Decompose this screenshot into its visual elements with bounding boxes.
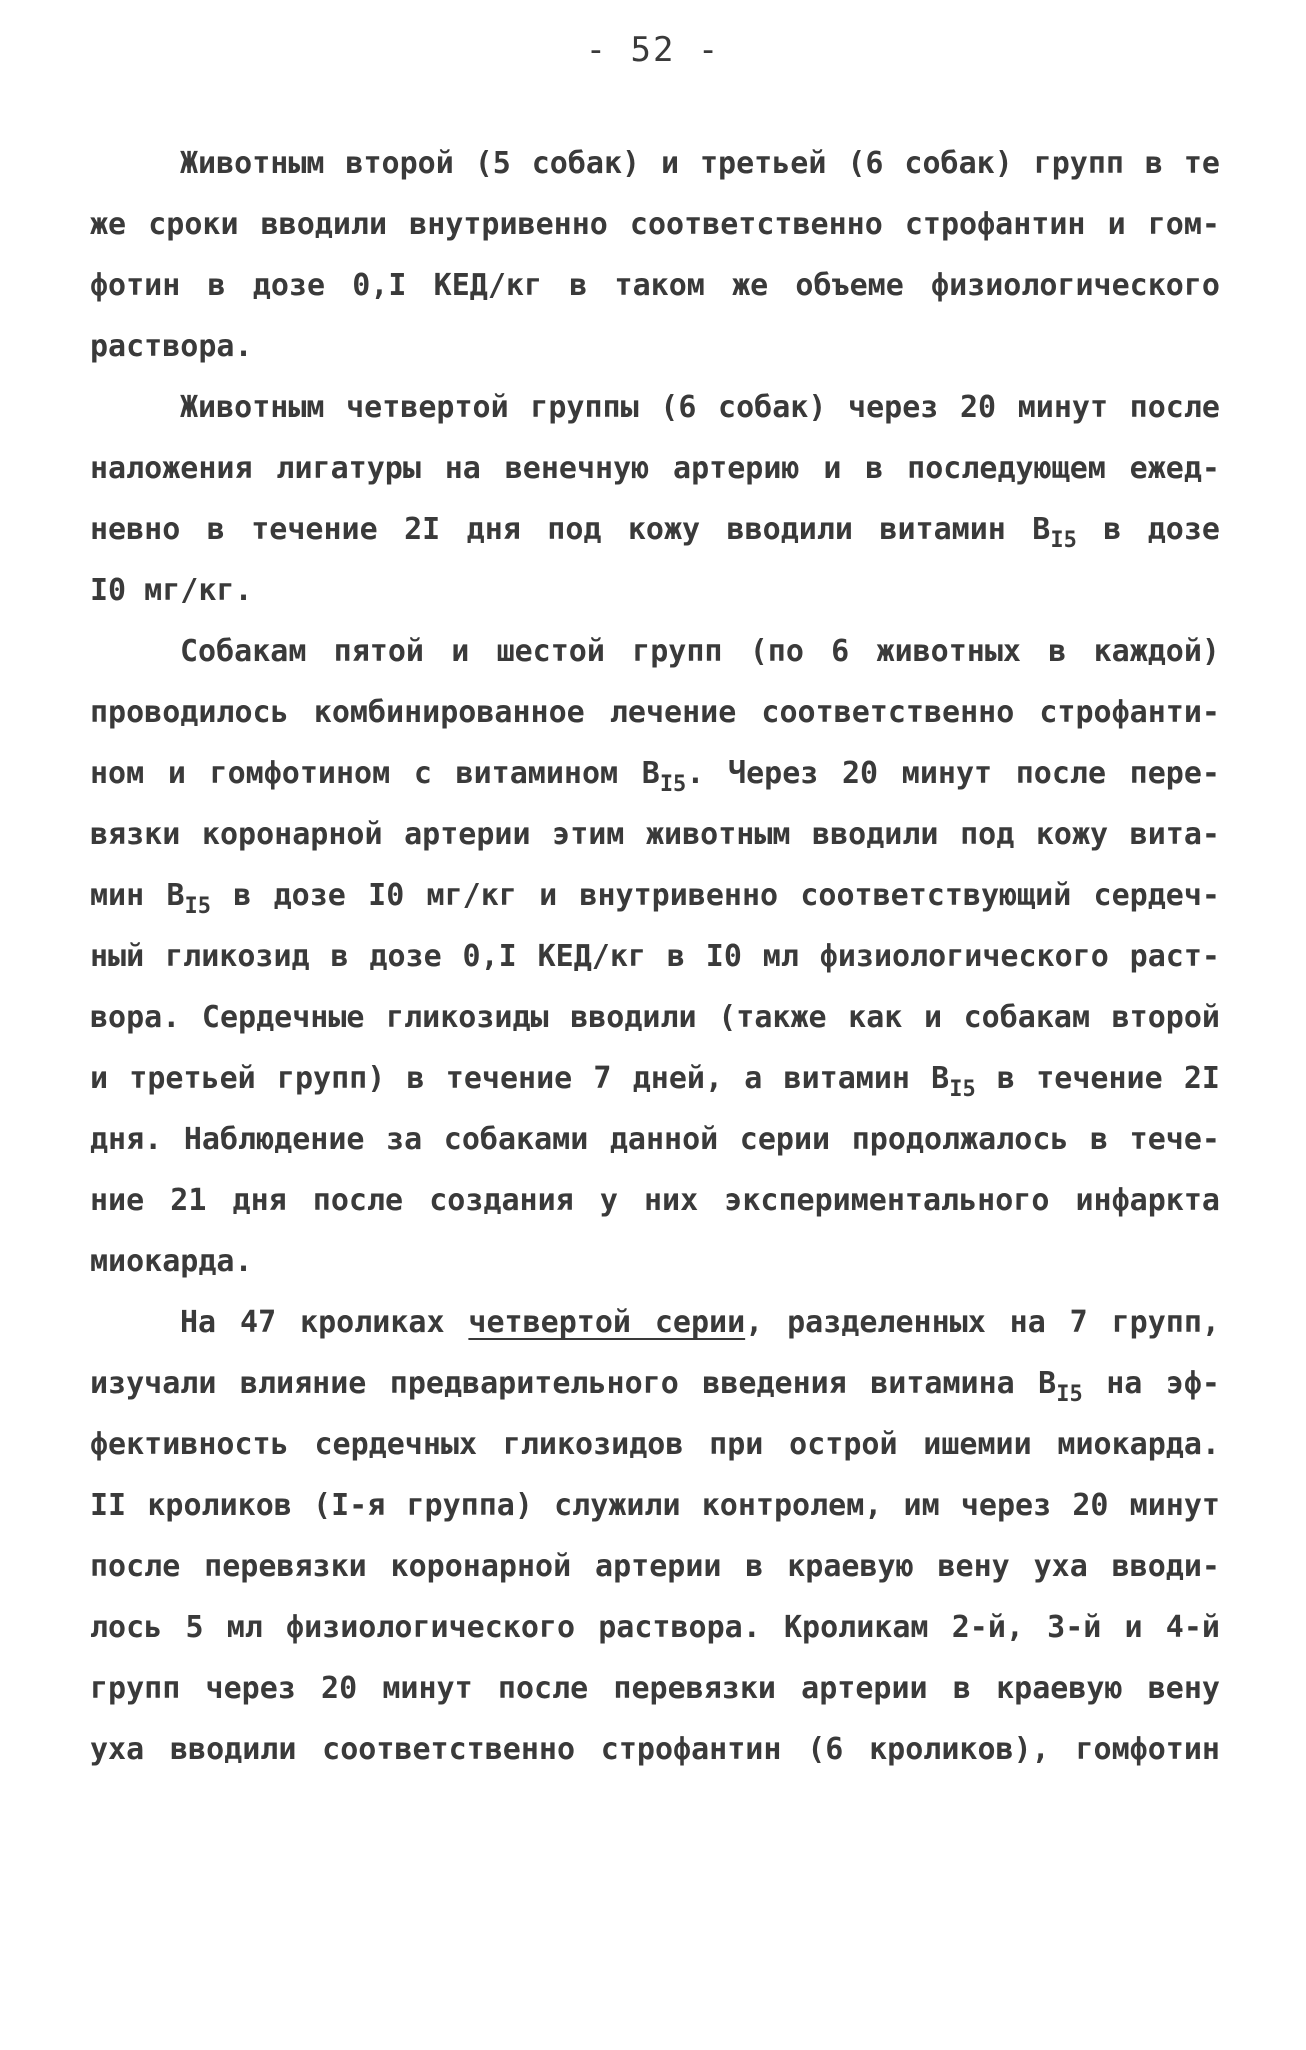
text-segment: На 47 кроликах xyxy=(180,1305,469,1340)
text-segment: ный гликозид в дозе 0,I КЕД/кг в I0 мл физиологического раст- xyxy=(90,939,1220,974)
text-segment: наложения лигатуры на венечную артерию и в последующем ежед- xyxy=(90,451,1220,486)
underlined-text: четвертой серии xyxy=(468,1305,746,1340)
text-line xyxy=(90,1170,1220,1231)
text-segment: на эф- xyxy=(1082,1366,1220,1401)
text-line xyxy=(90,1048,1220,1109)
text-line xyxy=(90,1353,1220,1414)
text-segment: раствора. xyxy=(90,329,253,364)
text-line xyxy=(90,987,1220,1048)
text-segment: ние 21 дня после создания у них экспериментального инфаркта xyxy=(90,1183,1220,1218)
body-text xyxy=(90,133,1220,1780)
text-segment: фективность сердечных гликозидов при острой ишемии миокарда. xyxy=(90,1427,1220,1462)
text-segment: в течение 2I xyxy=(975,1061,1220,1096)
text-segment: миокарда. xyxy=(90,1244,253,1279)
text-line xyxy=(90,1292,1220,1353)
text-segment: и третьей групп) в течение 7 дней, а витамин В xyxy=(90,1061,950,1096)
text-line xyxy=(90,1475,1220,1536)
text-segment: же сроки вводили внутривенно соответственно строфантин и гом- xyxy=(90,207,1220,242)
text-segment: . Через 20 минут после пере- xyxy=(686,756,1220,791)
text-segment: I0 мг/кг. xyxy=(90,573,253,608)
text-line xyxy=(90,1536,1220,1597)
text-line xyxy=(90,133,1220,194)
text-line xyxy=(90,1109,1220,1170)
text-segment: , разделенных на 7 групп, xyxy=(745,1305,1220,1340)
text-line xyxy=(90,255,1220,316)
text-segment: уха вводили соответственно строфантин (6 кроликов), гомфотин xyxy=(90,1732,1220,1767)
text-line xyxy=(90,682,1220,743)
text-line xyxy=(90,804,1220,865)
text-line xyxy=(90,743,1220,804)
text-line xyxy=(90,1231,1220,1292)
text-segment: изучали влияние предварительного введения витамина В xyxy=(90,1366,1057,1401)
text-segment: групп через 20 минут после перевязки артерии в краевую вену xyxy=(90,1671,1220,1706)
text-segment: в дозе xyxy=(1076,512,1220,547)
text-line xyxy=(90,438,1220,499)
subscript: I5 xyxy=(184,894,212,919)
text-segment: дня. Наблюдение за собаками данной серии продолжалось в тече- xyxy=(90,1122,1220,1157)
text-segment: фотин в дозе 0,I КЕД/кг в таком же объеме физиологического xyxy=(90,268,1220,303)
page-number: - 52 - xyxy=(585,30,721,70)
subscript: I5 xyxy=(949,1077,976,1102)
text-line xyxy=(90,560,1220,621)
text-segment: в дозе I0 мг/кг и внутривенно соответствующий сердеч- xyxy=(211,878,1220,913)
text-segment: невно в течение 2I дня под кожу вводили витамин В xyxy=(90,512,1051,547)
text-segment: лось 5 мл физиологического раствора. Кроликам 2-й, 3-й и 4-й xyxy=(90,1610,1220,1645)
text-line xyxy=(90,377,1220,438)
text-line xyxy=(90,926,1220,987)
text-segment: проводилось комбинированное лечение соответственно строфанти- xyxy=(90,695,1220,730)
subscript: I5 xyxy=(1050,528,1077,553)
text-line xyxy=(90,194,1220,255)
text-segment: после перевязки коронарной артерии в краевую вену уха вводи- xyxy=(90,1549,1220,1584)
text-segment: Собакам пятой и шестой групп (по 6 животных в каждой) xyxy=(180,634,1220,669)
subscript: I5 xyxy=(1056,1382,1083,1407)
text-segment: Животным четвертой группы (6 собак) через 20 минут после xyxy=(180,390,1220,425)
text-line xyxy=(90,1658,1220,1719)
text-line xyxy=(90,1414,1220,1475)
text-line xyxy=(90,621,1220,682)
text-segment: вора. Сердечные гликозиды вводили (также как и собакам второй xyxy=(90,1000,1220,1035)
text-line xyxy=(90,1719,1220,1780)
text-line xyxy=(90,865,1220,926)
text-line xyxy=(90,316,1220,377)
text-segment: Животным второй (5 собак) и третьей (6 собак) групп в те xyxy=(180,146,1220,181)
text-segment: мин В xyxy=(90,878,185,913)
subscript: I5 xyxy=(659,772,687,797)
text-segment: II кроликов (I-я группа) служили контролем, им через 20 минут xyxy=(90,1488,1220,1523)
text-line xyxy=(90,499,1220,560)
text-segment: вязки коронарной артерии этим животным вводили под кожу вита- xyxy=(90,817,1220,852)
text-line xyxy=(90,1597,1220,1658)
text-segment: ном и гомфотином с витамином В xyxy=(90,756,660,791)
